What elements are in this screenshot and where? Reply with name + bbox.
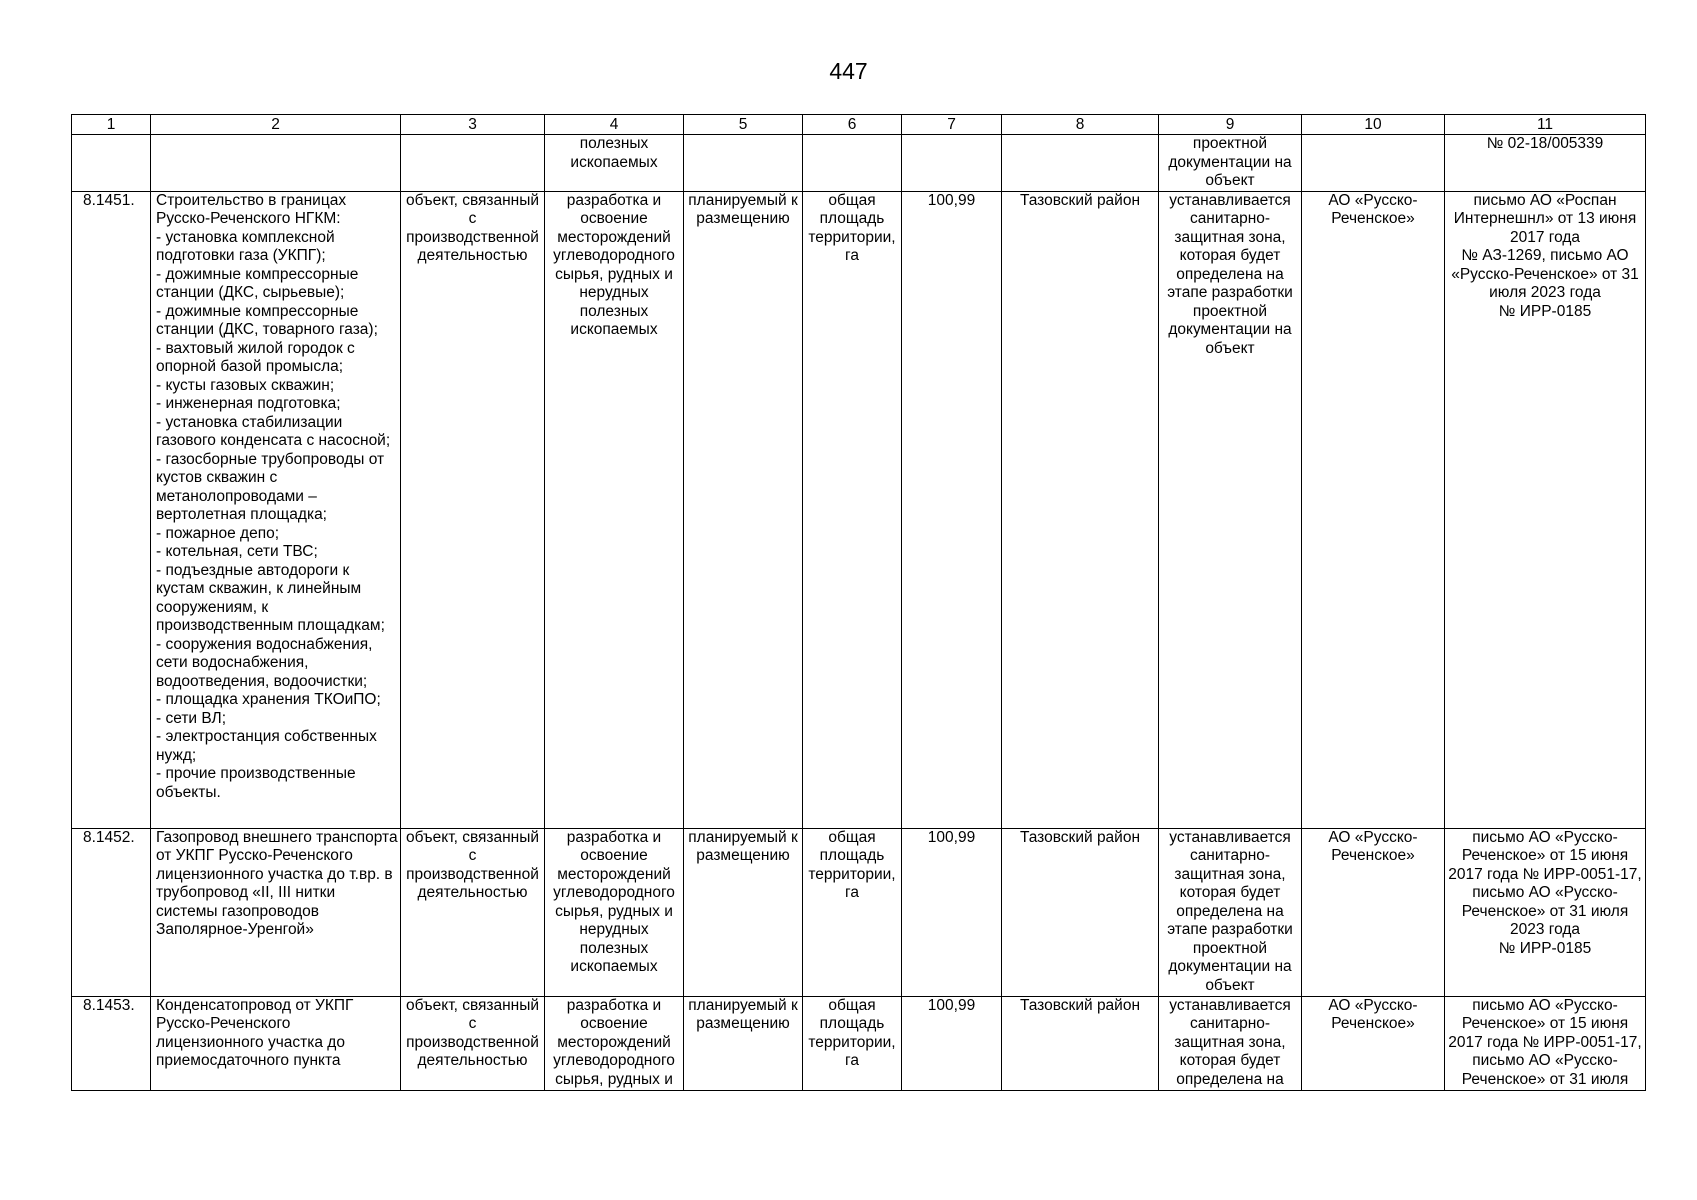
name-line: - пожарное депо; [156,524,280,542]
table-row [72,996,1646,1090]
name-line: - вахтовый жилой городок с опорной базой промысла; [156,339,355,375]
page-number: 447 [829,58,868,84]
name-line: Конденсатопровод от УКПГ Русско-Реченского лицензионного участка до приемосдаточного пункта [156,996,354,1069]
col-header-5: 5 [684,115,803,135]
col-header-9: 9 [1159,115,1302,135]
object-purpose: разработка и освоение месторождений углеводородного сырья, рудных и нерудных полезных ископаемых [545,828,684,996]
name-line: - площадка хранения ТКОиПО; [156,691,381,708]
col-header-4: 4 [545,115,684,135]
object-type-text: объект, связанный с производственной деятельностью [405,996,540,1069]
object-basis [1445,996,1646,1090]
name-line: - дожимные компрессорные станции (ДКС, сырьевые); [156,265,359,301]
table-row [72,191,1646,828]
name-line: - инженерная подготовка; [156,395,341,412]
object-value [902,996,1002,1090]
object-status: планируемый к размещению [684,191,803,828]
name-line: - кусты газовых скважин; [156,376,335,394]
object-location-text: Тазовский район [1019,996,1141,1014]
object-zone: устанавливается санитарно-защитная зона, которая будет определена на этапе разработки проектной документации на объект [1159,191,1302,828]
empty-cell [1002,135,1159,192]
object-status: планируемый к размещению [684,828,803,996]
empty-cell [151,135,401,192]
empty-cell [803,135,902,192]
object-organization [1302,996,1445,1090]
object-status-text: планируемый к размещению [688,996,798,1032]
col-header-6: 6 [803,115,902,135]
row-number: 8.1453. [72,996,151,1090]
object-type: объект, связанный с производственной деятельностью [401,828,545,996]
object-parameter: общая площадь территории, га [803,191,902,828]
object-purpose [545,996,684,1090]
basis-line: письмо АО «Русско-Реченское» от 15 июня 2017 года № ИРР-0051-17, письмо АО «Русско-Реченское» от 31 июля [1448,996,1642,1088]
name-line: - сети ВЛ; [156,709,227,727]
basis-line: письмо АО «Русско-Реченское» от 15 июня 2017 года № ИРР-0051-17, письмо АО «Русско-Реченское» от 31 июля 2023 года [1448,828,1642,938]
column-number-row [72,115,1646,135]
object-status [684,996,803,1090]
continuation-row [72,135,1646,192]
objects-table [71,114,1646,1091]
object-location [1002,996,1159,1090]
name-line: - сооружения водоснабжения, сети водоснабжения, водоотведения, водоочистки; [156,635,373,690]
empty-cell [684,135,803,192]
object-purpose: разработка и освоение месторождений углеводородного сырья, рудных и нерудных полезных ископаемых [545,191,684,828]
object-value-text: 100,99 [927,996,976,1014]
object-purpose-text: разработка и освоение месторождений углеводородного сырья, рудных и [553,996,675,1088]
name-line: - котельная, сети ТВС; [156,543,318,560]
object-organization: АО «Русско-Реченское» [1302,828,1445,996]
row-number: 8.1452. [72,828,151,996]
col-header-2: 2 [151,115,401,135]
name-line: Строительство в границах Русско-Реченского НГКМ: [156,191,347,227]
basis-line: № ИРР-0185 [1498,939,1592,957]
empty-cell [902,135,1002,192]
col-header-8: 8 [1002,115,1159,135]
object-zone [1159,996,1302,1090]
name-line: - газосборные трубопроводы от кустов скважин с метанолопроводами – вертолетная площадка; [156,450,385,523]
object-name [151,828,401,996]
object-organization-text: АО «Русско-Реченское» [1328,996,1418,1032]
name-line: - дожимные компрессорные станции (ДКС, товарного газа); [156,302,378,338]
name-line: - электростанция собственных нужд; [156,728,377,764]
object-name [151,996,401,1090]
empty-cell [1302,135,1445,192]
col-header-10: 10 [1302,115,1445,135]
col-header-11: 11 [1445,115,1646,135]
object-zone: устанавливается санитарно-защитная зона, которая будет определена на этапе разработки проектной документации на объект [1159,828,1302,996]
object-location: Тазовский район [1002,828,1159,996]
name-line: - прочие производственные объекты. [156,765,356,801]
name-line: - установка стабилизации газового конденсата с насосной; [156,413,391,449]
object-basis [1445,191,1646,828]
object-type [401,996,545,1090]
col-header-3: 3 [401,115,545,135]
object-basis [1445,828,1646,996]
object-organization: АО «Русско-Реченское» [1302,191,1445,828]
col-header-7: 7 [902,115,1002,135]
row-number: 8.1451. [72,191,151,828]
empty-cell [72,135,151,192]
object-parameter: общая площадь территории, га [803,828,902,996]
object-parameter-text: общая площадь территории, га [808,996,896,1069]
basis-line: № ИРР-0185 [1498,302,1592,320]
basis-line: № АЗ-1269, письмо АО «Русско-Реченское» от 31 июля 2023 года [1451,247,1639,301]
continuation-purpose: полезных ископаемых [545,135,684,192]
continuation-basis: № 02-18/005339 [1445,135,1646,192]
object-name [151,191,401,828]
name-line: - установка комплексной подготовки газа (УКПГ); [156,228,335,264]
empty-cell [401,135,545,192]
object-zone-text: устанавливается санитарно-защитная зона, которая будет определена на [1169,996,1291,1088]
table-row [72,828,1646,996]
object-value: 100,99 [902,191,1002,828]
basis-line: письмо АО «Роспан Интернешнл» от 13 июня 2017 года [1453,191,1637,246]
name-line: Газопровод внешнего транспорта от УКПГ Русско-Реченского лицензионного участка до т.вр. в трубопровод «II, III нитки системы газопроводов Заполярное-Уренгой» [156,828,398,938]
continuation-zone: проектной документации на объект [1159,135,1302,192]
col-header-1: 1 [72,115,151,135]
object-type: объект, связанный с производственной деятельностью [401,191,545,828]
name-line: - подъездные автодороги к кустам скважин, к линейным сооружениям, к производственным площадкам; [156,561,385,634]
object-location: Тазовский район [1002,191,1159,828]
object-parameter [803,996,902,1090]
object-value: 100,99 [902,828,1002,996]
